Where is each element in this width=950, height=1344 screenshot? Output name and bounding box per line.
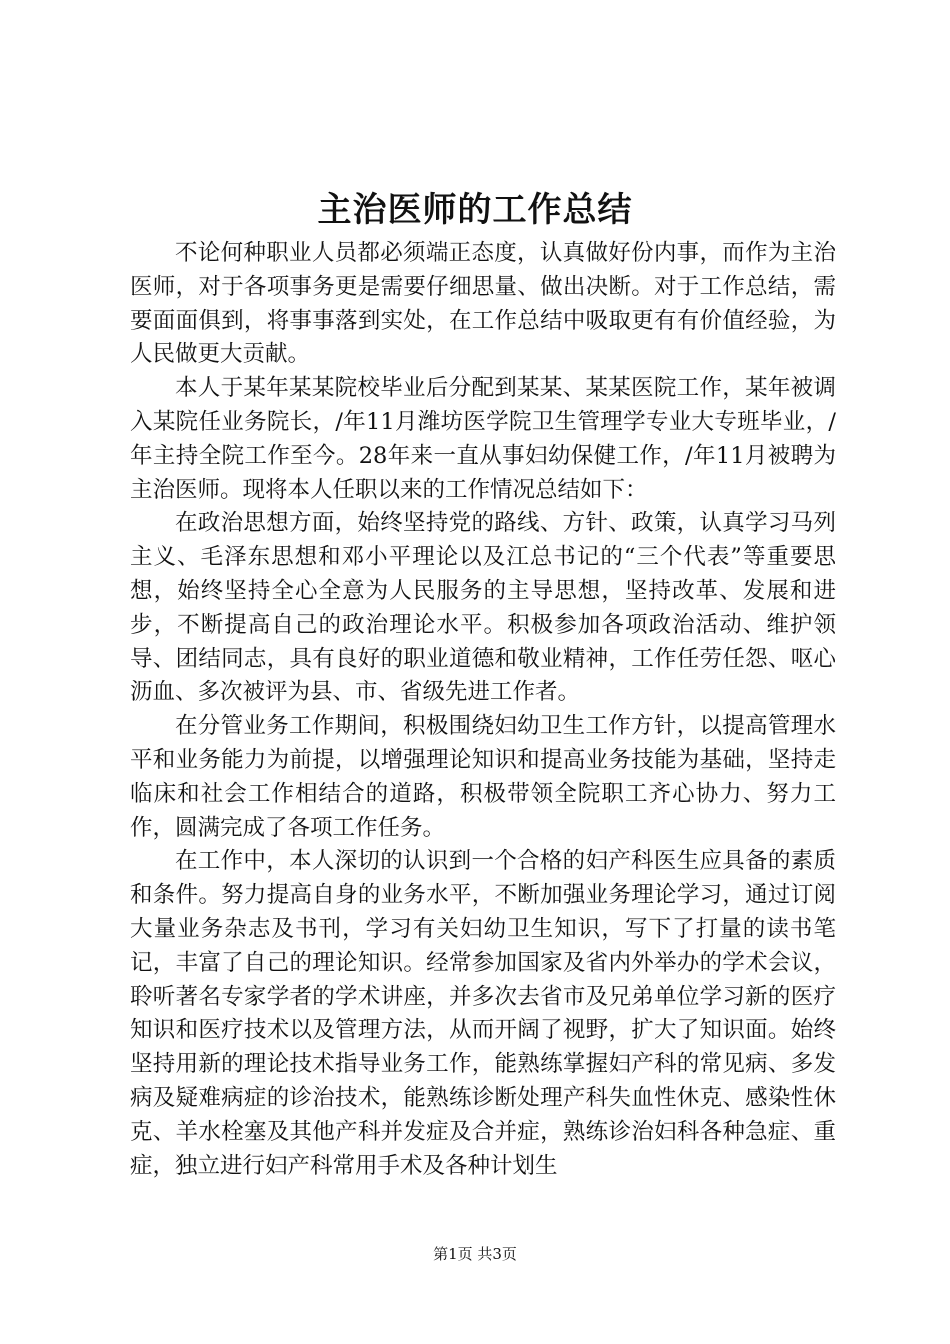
page-number-footer: 第1页 共3页 bbox=[433, 1245, 517, 1263]
paragraph-intro: 不论何种职业人员都必须端正态度，认真做好份内事，而作为主治医师，对于各项事务更是需要仔细思量、做出决断。对于工作总结，需要面面俱到，将事事落到实处，在工作总结中吸取更有有价值经验，为人民做更大贡献。 bbox=[130, 240, 836, 368]
paragraph-professional: 在工作中，本人深切的认识到一个合格的妇产科医生应具备的素质和条件。努力提高自身的业务水平，不断加强业务理论学习，通过订阅大量业务杂志及书刊，学习有关妇幼卫生知识，写下了打量的读书笔记，丰富了自己的理论知识。经常参加国家及省内外举办的学术会议，聆听著名专家学者的学术讲座，并多次去省市及兄弟单位学习新的医疗知识和医疗技术以及管理方法，从而开阔了视野，扩大了知识面。始终坚持用新的理论技术指导业务工作，能熟练掌握妇产科的常见病、多发病及疑难病症的诊治技术，能熟练诊断处理产科失血性休克、感染性休克、羊水栓塞及其他产科并发症及合并症，熟练诊治妇科各种急症、重症，独立进行妇产科常用手术及各种计划生 bbox=[130, 848, 836, 1179]
document-body bbox=[130, 237, 836, 1183]
paragraph-political: 在政治思想方面，始终坚持党的路线、方针、政策，认真学习马列主义、毛泽东思想和邓小平理论以及江总书记的“三个代表”等重要思想，始终坚持全心全意为人民服务的主导思想，坚持改革、发展和进步，不断提高自己的政治理论水平。积极参加各项政治活动、维护领导、团结同志，具有良好的职业道德和敬业精神，工作任劳任怨、呕心沥血、多次被评为县、市、省级先进工作者。 bbox=[130, 510, 836, 706]
paragraph-background: 本人于某年某某院校毕业后分配到某某、某某医院工作，某年被调入某院任业务院长，/年11月潍坊医学院卫生管理学专业大专班毕业，/年主持全院工作至今。28年来一直从事妇幼保健工作，/年11月被聘为主治医师。现将本人任职以来的工作情况总结如下： bbox=[130, 375, 836, 503]
document-title: 主治医师的工作总结 bbox=[317, 190, 633, 230]
paragraph-management: 在分管业务工作期间，积极围绕妇幼卫生工作方针，以提高管理水平和业务能力为前提，以增强理论知识和提高业务技能为基础，坚持走临床和社会工作相结合的道路，积极带领全院职工齐心协力、努力工作，圆满完成了各项工作任务。 bbox=[130, 713, 836, 841]
